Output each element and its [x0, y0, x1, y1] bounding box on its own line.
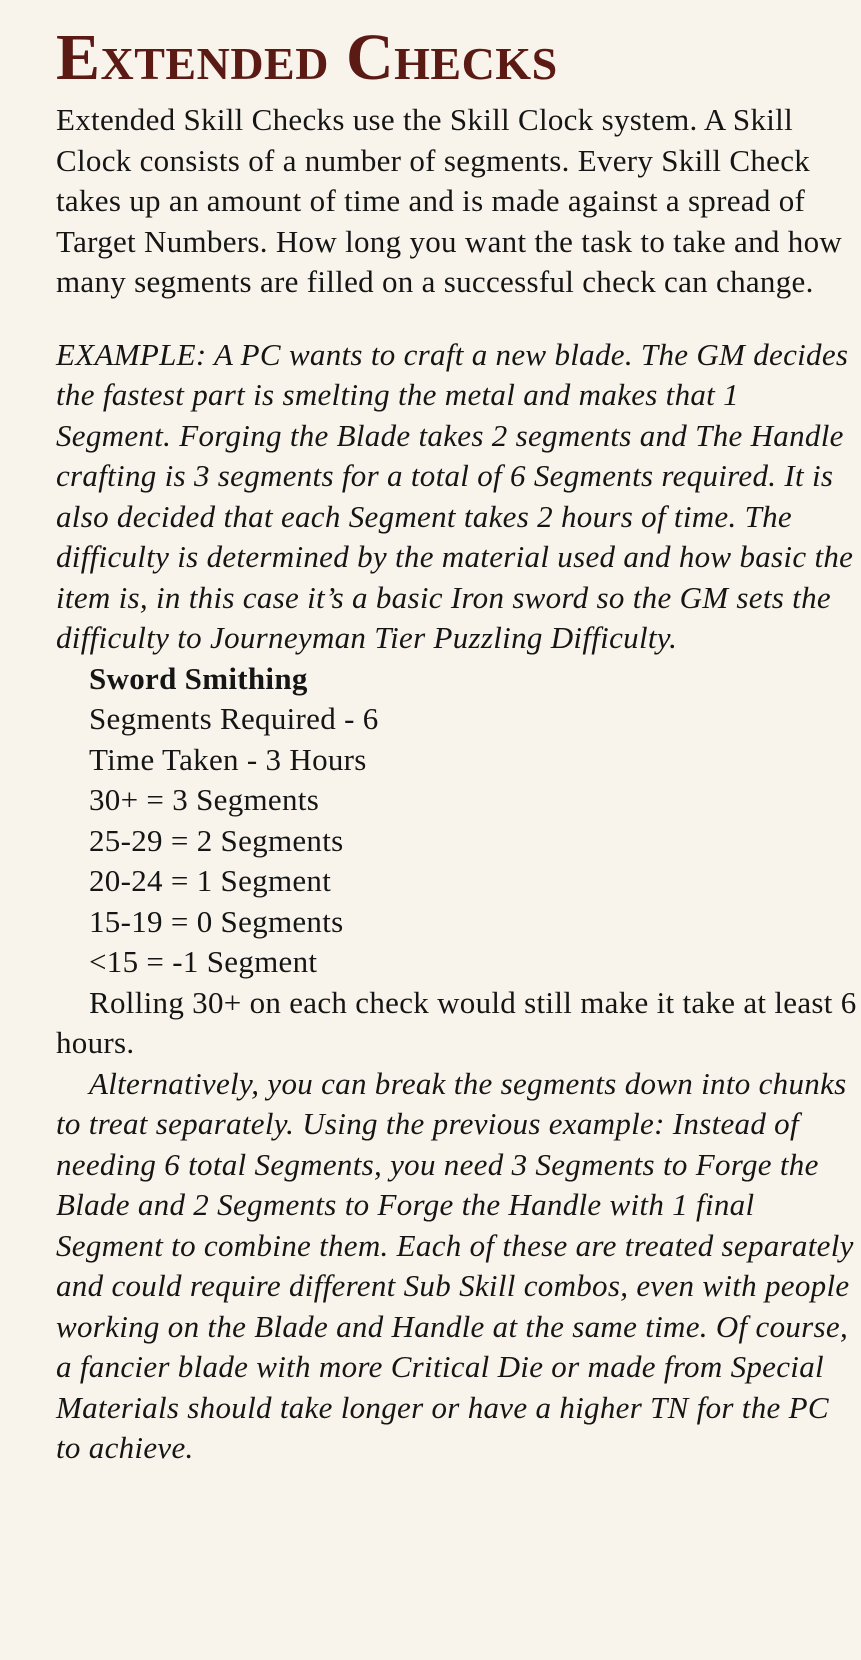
intro-paragraph: Extended Skill Checks use the Skill Clock system. A Skill Clock consists of a number of segments. Every Skill Check takes up an amount of time and is made against a spread of Target Numbers. How long you want the task to take and how many segments are filled on a successful check can change.: [56, 102, 843, 299]
sword-smithing-title: Sword Smithing: [89, 660, 308, 696]
example-paragraph: EXAMPLE: A PC wants to craft a new blade. The GM decides the fastest part is smelting the metal and makes that 1 Segment. Forging the Blade takes 2 segments and The Handle crafting is 3 segments for a total of 6 Segments required. It is also decided that each Segment takes 2 hours of time. The difficulty is determined by the material used and how basic the item is, in this case it’s a basic Iron sword so the GM sets the difficulty to Journeyman Tier Puzzling Difficulty.: [56, 336, 854, 655]
smithing-line: Segments Required - 6: [89, 701, 379, 736]
smithing-line: <15 = -1 Segment: [89, 944, 318, 979]
smithing-line: 25-29 = 2 Segments: [89, 822, 344, 858]
smithing-line: Time Taken - 3 Hours: [89, 741, 367, 777]
smithing-line: 30+ = 3 Segments: [89, 782, 320, 817]
alternative-paragraph: Alternatively, you can break the segments down into chunks to treat separately. Using the previous example: Instead of needing 6 total Segments, you need 3 Segments to Forge the Blade and 2 Segments to Forge the Handle with 1 final Segment to combine them. Each of these are treated separately and could require different Sub Skill combos, even with people working on the Blade and Handle at the same time. Of course, a fancier blade with more Critical Die or made from Special Materials should take longer or have a higher TN for the PC to achieve.: [56, 1065, 854, 1465]
smithing-line: 15-19 = 0 Segments: [89, 903, 344, 939]
sword-smithing-block: [56, 659, 861, 983]
smithing-line: 20-24 = 1 Segment: [89, 863, 332, 898]
rolling-note-paragraph: Rolling 30+ on each check would still make it take at least 6 hours.: [56, 984, 857, 1060]
page-heading: Extended Checks: [56, 21, 558, 94]
